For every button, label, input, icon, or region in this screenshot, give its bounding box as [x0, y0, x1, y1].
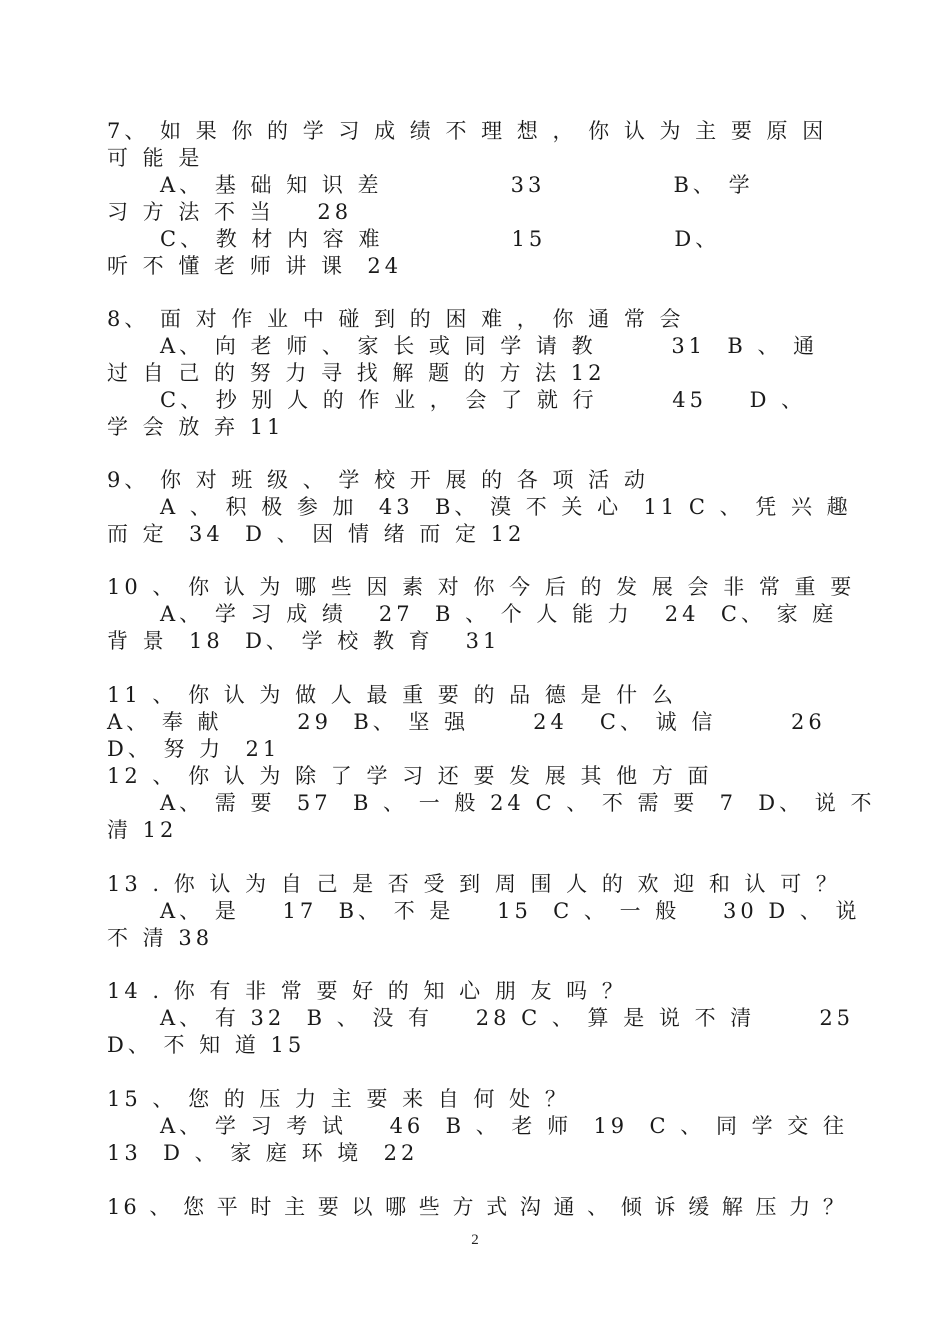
question-16-title: 16 、 您 平 时 主 要 以 哪 些 方 式 沟 通 、 倾 诉 缓 解 压 力 ？ [107, 1195, 847, 1219]
option-line: 清 12 [107, 818, 178, 842]
question-13-title: 13 . 你 认 为 自 己 是 否 受 到 周 围 人 的 欢 迎 和 认 可 ？ [107, 872, 841, 896]
question-15-title: 15 、 您 的 压 力 主 要 来 自 何 处 ？ [107, 1087, 570, 1111]
option-line: 13 D 、 家 庭 环 境 22 [107, 1141, 419, 1165]
option-line: C、 教 材 内 容 难 15 D、 [160, 227, 721, 251]
option-line: 学 会 放 弃 11 [107, 415, 285, 439]
option-line: 听 不 懂 老 师 讲 课 24 [107, 254, 403, 278]
option-line: D、 努 力 21 [107, 737, 281, 761]
option-line: A、 基 础 知 识 差 33 B、 学 [160, 173, 754, 197]
question-7-title-cont: 可 能 是 [107, 146, 204, 170]
option-line: A、 是 17 B、 不 是 15 C 、 一 般 30 D 、 说 [160, 899, 861, 923]
option-line: A、 有 32 B 、 没 有 28 C 、 算 是 说 不 清 25 [160, 1006, 855, 1030]
option-line: 不 清 38 [107, 926, 214, 950]
option-line: A、 需 要 57 B 、 一 般 24 C 、 不 需 要 7 D、 说 不 [160, 791, 876, 815]
option-line: 习 方 法 不 当 28 [107, 200, 353, 224]
option-line: A、 学 习 成 绩 27 B 、 个 人 能 力 24 C、 家 庭 [160, 602, 838, 626]
option-line: D、 不 知 道 15 [107, 1033, 306, 1057]
option-line: 过 自 己 的 努 力 寻 找 解 题 的 方 法 12 [107, 361, 606, 385]
option-line: A、 向 老 师 、 家 长 或 同 学 请 教 31 B 、 通 [160, 334, 819, 358]
question-8-title: 8、 面 对 作 业 中 碰 到 的 困 难 ， 你 通 常 会 [107, 307, 685, 331]
question-9-title: 9、 你 对 班 级 、 学 校 开 展 的 各 项 活 动 [107, 468, 649, 492]
page-number: 2 [471, 1232, 479, 1248]
option-line: A、 学 习 考 试 46 B 、 老 师 19 C 、 同 学 交 往 [160, 1114, 848, 1138]
question-11-title: 11 、 你 认 为 做 人 最 重 要 的 品 德 是 什 么 [107, 683, 677, 707]
option-line: A、 奉 献 29 B、 坚 强 24 C、 诚 信 26 [107, 710, 826, 734]
option-line: 背 景 18 D、 学 校 教 育 31 [107, 629, 501, 653]
option-line: 而 定 34 D 、 因 情 绪 而 定 12 [107, 522, 526, 546]
question-12-title: 12 、 你 认 为 除 了 学 习 还 要 发 展 其 他 方 面 [107, 764, 713, 788]
option-line: C、 抄 别 人 的 作 业 ， 会 了 就 行 45 D 、 [160, 388, 807, 412]
question-10-title: 10 、 你 认 为 哪 些 因 素 对 你 今 后 的 发 展 会 非 常 重 要 [107, 575, 856, 599]
question-7-title: 7、 如 果 你 的 学 习 成 绩 不 理 想 ， 你 认 为 主 要 原 因 [107, 119, 828, 143]
option-line: A 、 积 极 参 加 43 B、 漠 不 关 心 11 C 、 凭 兴 趣 [160, 495, 852, 519]
question-14-title: 14 . 你 有 非 常 要 好 的 知 心 朋 友 吗 ？ [107, 979, 627, 1003]
